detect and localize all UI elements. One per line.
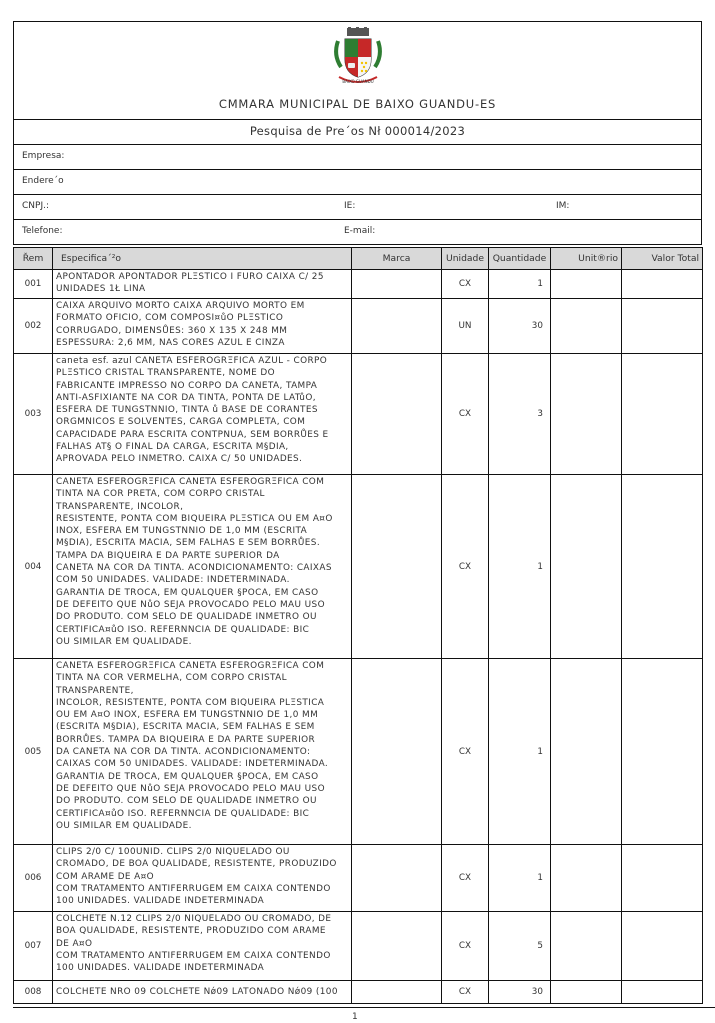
im-label: IM: <box>556 201 570 211</box>
footer-divider <box>13 1007 715 1008</box>
table-row <box>14 299 703 354</box>
item-valor-unitario <box>551 354 622 475</box>
item-valor-unitario <box>551 845 622 912</box>
item-valor-total <box>622 981 703 1004</box>
table-row <box>14 354 703 475</box>
cnpj-label: CNPJ.: <box>22 201 49 211</box>
col-header-quantidade: Quantidade <box>489 248 551 270</box>
item-quantidade: 1 <box>489 270 551 299</box>
item-valor-total <box>622 475 703 659</box>
item-quantidade: 30 <box>489 299 551 354</box>
item-marca <box>352 845 442 912</box>
item-unidade: CX <box>442 981 489 1004</box>
col-header-unitario: Unit®rio <box>551 248 622 270</box>
table-row <box>14 270 703 299</box>
item-unidade: CX <box>442 354 489 475</box>
col-header-unidade: Unidade <box>442 248 489 270</box>
col-header-item: Řem <box>14 248 53 270</box>
item-unidade: CX <box>442 659 489 845</box>
col-header-specification: Especifica´²o <box>53 248 352 270</box>
document-header <box>13 21 702 245</box>
item-number: 003 <box>14 354 53 475</box>
item-quantidade: 5 <box>489 912 551 981</box>
cnpj-row <box>14 194 701 219</box>
logo-row <box>14 22 701 90</box>
table-row <box>14 912 703 981</box>
item-quantidade: 3 <box>489 354 551 475</box>
empresa-label: Empresa: <box>22 151 65 161</box>
item-valor-unitario <box>551 981 622 1004</box>
document-title: Pesquisa de Pre´os Nł 000014/2023 <box>14 119 701 144</box>
item-number: 008 <box>14 981 53 1004</box>
item-marca <box>352 270 442 299</box>
ie-label: IE: <box>344 201 356 211</box>
item-number: 006 <box>14 845 53 912</box>
items-table <box>13 247 703 1004</box>
item-marca <box>352 981 442 1004</box>
item-specification: CAIXA ARQUIVO MORTO CAIXA ARQUIVO MORTO EM FORMATO OFICIO, COM COMPOSI¤ůO PLΞSTICO CORRUGADO, DIMENSŮES: 360 X 135 X 248 MM ESPESSURA: 2,6 MM, NAS CORES AZUL E CINZA <box>53 299 352 354</box>
col-header-valor-total: Valor Total <box>622 248 703 270</box>
item-number: 004 <box>14 475 53 659</box>
item-valor-total <box>622 299 703 354</box>
table-row <box>14 475 703 659</box>
item-valor-total <box>622 354 703 475</box>
endereco-label: Endere´o <box>22 176 64 186</box>
item-valor-total <box>622 845 703 912</box>
item-unidade: CX <box>442 845 489 912</box>
item-unidade: CX <box>442 912 489 981</box>
item-valor-unitario <box>551 475 622 659</box>
item-specification: APONTADOR APONTADOR PLΞSTICO I FURO CAIXA C/ 25 UNIDADES 1Ł LINA <box>53 270 352 299</box>
item-quantidade: 1 <box>489 475 551 659</box>
item-specification: CANETA ESFEROGRΞFICA CANETA ESFEROGRΞFICA COM TINTA NA COR PRETA, COM CORPO CRISTAL TRANSPARENTE, INCOLOR, RESISTENTE, PONTA COM BIQUEIRA PLΞSTICA OU EM A¤O INOX, ESFERA EM TUNGSTNNIO DE 1,0 MM (ESCRITA M§DIA), ESCRITA MACIA, SEM FALHAS E SEM BORRŮES. TAMPA DA BIQUEIRA E DA PARTE SUPERIOR DA CANETA NA COR DA TINTA. ACONDICIONAMENTO: CAIXAS COM 50 UNIDADES. VALIDADE: INDETERMINADA. GARANTIA DE TROCA, EM QUALQUER §POCA, EM CASO DE DEFEITO QUE NůO SEJA PROVOCADO PELO MAU USO DO PRODUTO. COM SELO DE QUALIDADE INMETRO OU CERTIFICA¤ůO ISO. REFERNNCIA DE QUALIDADE: BIC OU SIMILAR EM QUALIDADE. <box>53 475 352 659</box>
item-number: 001 <box>14 270 53 299</box>
table-row <box>14 981 703 1004</box>
item-unidade: CX <box>442 270 489 299</box>
telefone-row <box>14 219 701 244</box>
page-number: 1 <box>352 1012 358 1022</box>
municipal-coat-of-arms-icon <box>329 27 387 85</box>
table-header-row <box>14 248 703 270</box>
item-valor-unitario <box>551 912 622 981</box>
item-number: 007 <box>14 912 53 981</box>
endereco-row <box>14 169 701 194</box>
item-valor-total <box>622 912 703 981</box>
item-specification: caneta esf. azul CANETA ESFEROGRΞFICA AZUL - CORPO PLΞSTICO CRISTAL TRANSPARENTE, NOME DO FABRICANTE IMPRESSO NO CORPO DA CANETA, TAMPA ANTI-ASFIXIANTE NA COR DA TINTA, PONTA DE LATůO, ESFERA DE TUNGSTNNIO, TINTA ů BASE DE CORANTES ORGMNICOS E SOLVENTES, CARGA COMPLETA, COM CAPACIDADE PARA ESCRITA CONTPNUA, SEM BORRŮES E FALHAS AT§ O FINAL DA CARGA, ESCRITA M§DIA, APROVADA PELO INMETRO. CAIXA C/ 50 UNIDADES. <box>53 354 352 475</box>
item-valor-unitario <box>551 659 622 845</box>
logo-label: BAIXO GUANDU <box>342 79 374 84</box>
table-row <box>14 659 703 845</box>
item-number: 002 <box>14 299 53 354</box>
institution-name: CMMARA MUNICIPAL DE BAIXO GUANDU-ES <box>218 97 497 111</box>
item-marca <box>352 354 442 475</box>
item-valor-total <box>622 270 703 299</box>
item-marca <box>352 659 442 845</box>
table-row <box>14 845 703 912</box>
item-number: 005 <box>14 659 53 845</box>
item-quantidade: 1 <box>489 845 551 912</box>
item-marca <box>352 912 442 981</box>
item-marca <box>352 299 442 354</box>
item-valor-total <box>622 659 703 845</box>
item-unidade: UN <box>442 299 489 354</box>
item-quantidade: 1 <box>489 659 551 845</box>
item-marca <box>352 475 442 659</box>
item-specification: CANETA ESFEROGRΞFICA CANETA ESFEROGRΞFICA COM TINTA NA COR VERMELHA, COM CORPO CRISTAL TRANSPARENTE, INCOLOR, RESISTENTE, PONTA COM BIQUEIRA PLΞSTICA OU EM A¤O INOX, ESFERA EM TUNGSTNNIO DE 1,0 MM (ESCRITA M§DIA), ESCRITA MACIA, SEM FALHAS E SEM BORRŮES. TAMPA DA BIQUEIRA E DA PARTE SUPERIOR DA CANETA NA COR DA TINTA. ACONDICIONAMENTO: CAIXAS COM 50 UNIDADES. VALIDADE: INDETERMINADA. GARANTIA DE TROCA, EM QUALQUER §POCA, EM CASO DE DEFEITO QUE NůO SEJA PROVOCADO PELO MAU USO DO PRODUTO. COM SELO DE QUALIDADE INMETRO OU CERTIFICA¤ůO ISO. REFERNNCIA DE QUALIDADE: BIC OU SIMILAR EM QUALIDADE. <box>53 659 352 845</box>
item-specification: COLCHETE NRO 09 COLCHETE Nǿ09 LATONADO Nǿ09 (100 <box>53 981 352 1004</box>
col-header-marca: Marca <box>352 248 442 270</box>
empresa-row <box>14 144 701 169</box>
email-label: E-mail: <box>344 226 376 236</box>
item-specification: CLIPS 2/0 C/ 100UNID. CLIPS 2/0 NIQUELADO OU CROMADO, DE BOA QUALIDADE, RESISTENTE, PRODUZIDO COM ARAME DE A¤O COM TRATAMENTO ANTIFERRUGEM EM CAIXA CONTENDO 100 UNIDADES. VALIDADE INDETERMINADA <box>53 845 352 912</box>
item-quantidade: 30 <box>489 981 551 1004</box>
item-valor-unitario <box>551 299 622 354</box>
item-specification: COLCHETE N.12 CLIPS 2/0 NIQUELADO OU CROMADO, DE BOA QUALIDADE, RESISTENTE, PRODUZIDO COM ARAME DE A¤O COM TRATAMENTO ANTIFERRUGEM EM CAIXA CONTENDO 100 UNIDADES. VALIDADE INDETERMINADA <box>53 912 352 981</box>
item-unidade: CX <box>442 475 489 659</box>
telefone-label: Telefone: <box>22 226 63 236</box>
item-valor-unitario <box>551 270 622 299</box>
